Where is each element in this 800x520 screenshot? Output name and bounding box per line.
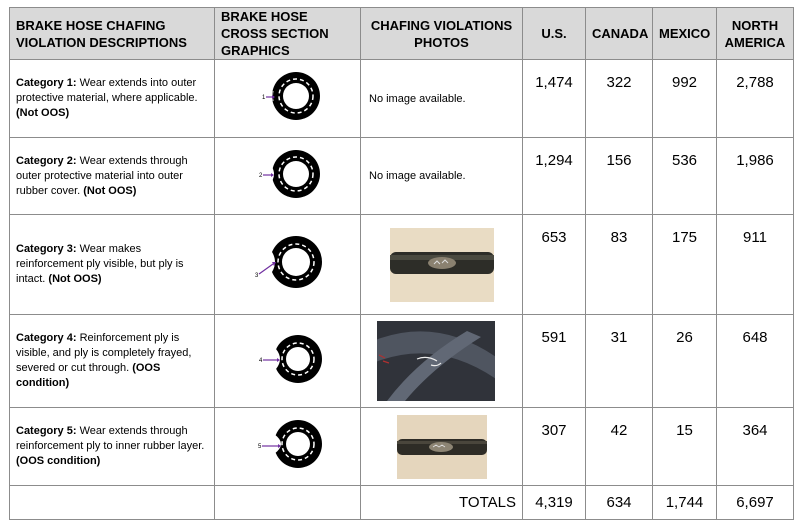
value-north-america: 648	[717, 315, 794, 408]
total-north-america: 6,697	[717, 486, 794, 520]
table-row	[10, 138, 794, 215]
category-label: Category 4:	[16, 332, 77, 344]
value-north-america: 1,986	[717, 138, 794, 215]
header-graphics: BRAKE HOSE CROSS SECTION GRAPHICS	[215, 8, 361, 60]
category-label: Category 1:	[16, 77, 77, 89]
value-mexico: 175	[653, 215, 717, 315]
header-photos: CHAFING VIOLATIONS PHOTOS	[361, 8, 523, 60]
category-description	[10, 60, 215, 138]
total-us: 4,319	[523, 486, 586, 520]
cross-section-graphic	[215, 408, 361, 486]
oos-status: (OOS condition)	[16, 455, 101, 467]
value-mexico: 15	[653, 408, 717, 486]
header-us: U.S.	[523, 8, 586, 60]
header-mexico: MEXICO	[653, 8, 717, 60]
value-canada: 156	[586, 138, 653, 215]
value-mexico: 536	[653, 138, 717, 215]
marker-number: 1	[261, 95, 265, 101]
category-text: Wear extends through reinforcement ply to inner rubber layer.	[16, 425, 205, 452]
totals-row	[10, 486, 794, 520]
oos-status: (OOS condition)	[16, 362, 161, 389]
value-canada: 31	[586, 315, 653, 408]
value-mexico: 26	[653, 315, 717, 408]
hose-cross-section-3	[238, 222, 338, 302]
total-mexico: 1,744	[653, 486, 717, 520]
table-row	[10, 315, 794, 408]
hose-cross-section-4	[238, 321, 338, 397]
cross-section-graphic	[215, 138, 361, 215]
hose-photo-3	[390, 228, 494, 302]
header-north-america: NORTH AMERICA	[717, 8, 794, 60]
category-label: Category 2:	[16, 154, 77, 167]
value-canada: 83	[586, 215, 653, 315]
category-text: Wear makes reinforcement ply visible, but ply is intact.	[16, 243, 184, 285]
total-canada: 634	[586, 486, 653, 520]
category-text: Reinforcement ply is visible, and ply is completely frayed, severed or cut through.	[16, 332, 192, 374]
oos-status: (Not OOS)	[48, 273, 102, 285]
oos-status: (Not OOS)	[16, 107, 70, 119]
empty-cell	[215, 486, 361, 520]
marker-number: 4	[258, 357, 262, 364]
value-north-america: 911	[717, 215, 794, 315]
category-label: Category 3:	[16, 243, 77, 255]
no-image-text: No image available.	[369, 92, 466, 105]
category-description	[10, 408, 215, 486]
value-us: 1,294	[523, 138, 586, 215]
table-row	[10, 408, 794, 486]
table-row	[10, 215, 794, 315]
marker-number: 2	[258, 172, 262, 179]
value-us: 307	[523, 408, 586, 486]
value-mexico: 992	[653, 60, 717, 138]
value-us: 591	[523, 315, 586, 408]
hose-photo-5	[397, 415, 487, 479]
category-description	[10, 215, 215, 315]
value-north-america: 364	[717, 408, 794, 486]
cross-section-graphic	[215, 315, 361, 408]
photo-cell	[361, 408, 523, 486]
photo-cell	[361, 60, 523, 138]
category-text: Wear extends into outer protective material, where applicable.	[16, 77, 198, 104]
empty-cell	[10, 486, 215, 520]
cross-section-graphic	[215, 215, 361, 315]
totals-label: TOTALS	[361, 486, 523, 520]
value-north-america: 2,788	[717, 60, 794, 138]
hose-photo-4	[377, 321, 495, 401]
value-us: 1,474	[523, 60, 586, 138]
category-text: Wear extends through outer protective material into outer rubber cover.	[16, 154, 188, 197]
header-row	[10, 8, 794, 60]
photo-cell	[361, 215, 523, 315]
table-row	[10, 60, 794, 138]
header-descriptions: BRAKE HOSE CHAFING VIOLATION DESCRIPTIONS	[10, 8, 215, 60]
marker-number: 3	[254, 273, 258, 279]
category-description	[10, 138, 215, 215]
category-label: Category 5:	[16, 425, 77, 437]
hose-cross-section-5	[238, 408, 338, 480]
photo-cell	[361, 138, 523, 215]
value-canada: 42	[586, 408, 653, 486]
category-description	[10, 315, 215, 408]
brake-hose-chafing-table	[9, 7, 794, 520]
hose-cross-section-1	[238, 61, 338, 131]
value-canada: 322	[586, 60, 653, 138]
value-us: 653	[523, 215, 586, 315]
no-image-text: No image available.	[369, 170, 466, 182]
header-canada: CANADA	[586, 8, 653, 60]
cross-section-graphic	[215, 60, 361, 138]
photo-cell	[361, 315, 523, 408]
oos-status: (Not OOS)	[83, 184, 137, 197]
marker-number: 5	[257, 444, 261, 450]
hose-cross-section-2	[238, 139, 338, 209]
